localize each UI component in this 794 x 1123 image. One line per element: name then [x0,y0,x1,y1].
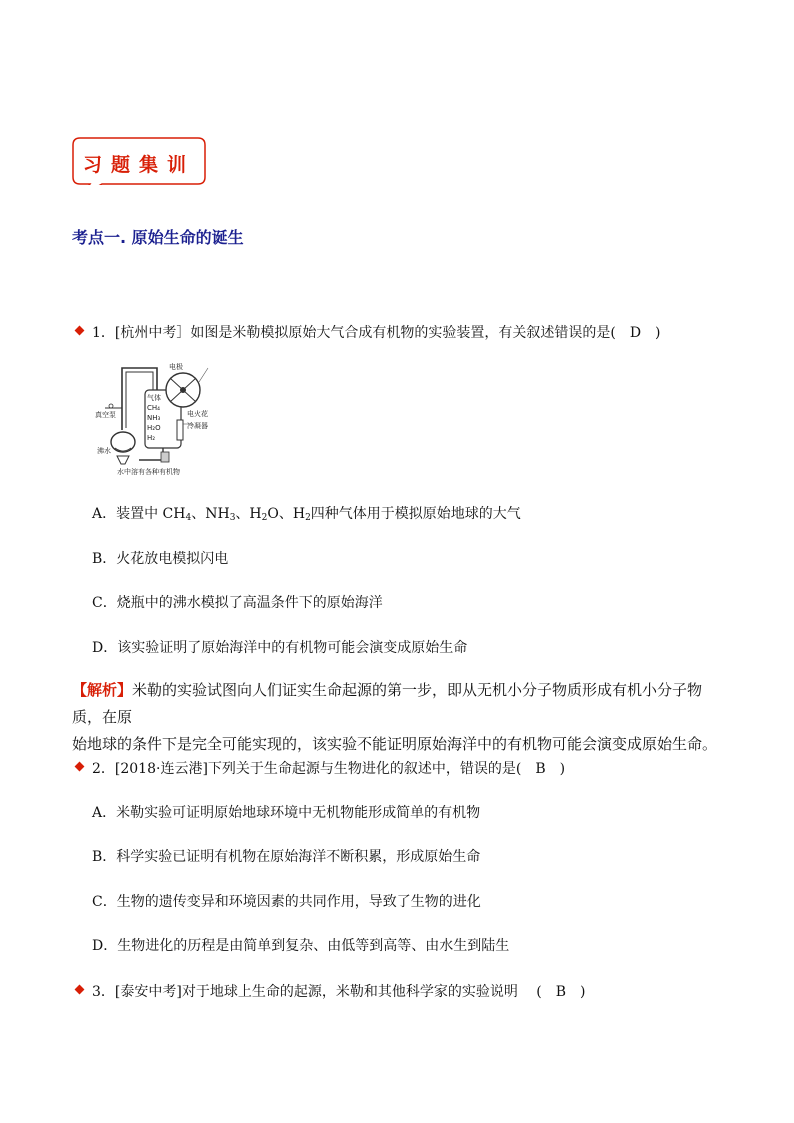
option-a: A．装置中 $CH_4$、$NH_3$、$H_2O$、$H_2$四种气体用于模拟原始地球的大气 [92,506,521,523]
callout-title: 习题集训 [82,154,195,176]
option-b: B．科学实验已证明有机物在原始海洋不断积累，形成原始生命 [92,849,481,865]
diagram-label-spark: 电火花 [187,410,208,418]
question-1-stem: 1．[杭州中考］如图是米勒模拟原始大气合成有机物的实验装置，有关叙述错误的是( D ) [92,325,661,341]
miller-apparatus-diagram [95,360,225,476]
option-a: A．米勒实验可证明原始地球环境中无机物能形成简单的有机物 [92,805,481,821]
option-c: C．烧瓶中的沸水模拟了高温条件下的原始海洋 [92,595,383,611]
analysis-text-2: 始地球的条件下是完全可能实现的，该实验不能证明原始海洋中的有机物可能会演变成原始生命。 [72,735,718,753]
diagram-gas-3: H₂O [147,424,161,432]
option-d: D．该实验证明了原始海洋中的有机物可能会演变成原始生命 [92,640,468,656]
diagram-gas-4: H₂ [147,434,156,442]
question-bullet-icon [75,762,85,772]
section-title: 考点一. 原始生命的诞生 [72,228,244,247]
diagram-label-boil: 沸水 [97,447,111,455]
analysis-block [72,677,732,758]
diagram-gas-2: NH₃ [147,414,161,422]
option-b: B．火花放电模拟闪电 [92,551,229,567]
option-c: C．生物的遗传变异和环境因素的共同作用，导致了生物的进化 [92,894,481,910]
question-bullet-icon [75,326,85,336]
diagram-gas-1: CH₄ [147,404,160,412]
analysis-text-1: 米勒的实验试图向人们证实生命起源的第一步，即从无机小分子物质形成有机小分子物质，在原 [72,681,703,726]
question-2-stem: 2．[2018·连云港]下列关于生命起源与生物进化的叙述中，错误的是( B ) [92,761,566,777]
diagram-label-pump: 真空泵 [95,411,116,419]
diagram-caption: 水中溶有各种有机物 [117,468,180,476]
question-bullet-icon [75,985,85,995]
diagram-label-condenser: 冷凝器 [187,422,208,430]
diagram-gas-title: 气体 [147,394,161,402]
analysis-tag: 【解析】 [72,681,133,699]
question-3-stem: 3．[泰安中考]对于地球上生命的起源，米勒和其他科学家的实验说明 ( B ) [92,984,586,1000]
diagram-label-electrode: 电极 [169,363,183,371]
option-d: D．生物进化的历程是由简单到复杂、由低等到高等、由水生到陆生 [92,938,510,954]
